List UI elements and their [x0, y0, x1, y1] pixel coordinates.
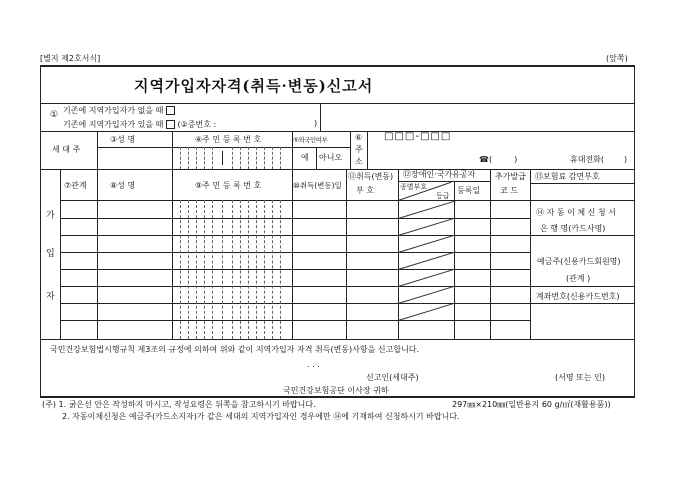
reg-date-header: 등록일: [457, 186, 481, 195]
addressee: 국민건강보험공단 이사장 귀하: [283, 386, 389, 395]
col-hh-1: [97, 131, 98, 169]
rrn-tick: [196, 200, 197, 339]
rrn-tick: [272, 200, 273, 339]
reporter-label: 신고인(세대주): [366, 373, 419, 382]
checkbox-has-member[interactable]: [166, 120, 175, 129]
row-line: [60, 269, 530, 270]
rrn-tick: [204, 147, 205, 169]
col-m-4: [346, 169, 347, 339]
diag-row: [398, 234, 456, 252]
divider-householder-top: [40, 131, 634, 132]
auto-transfer-title: ⑭ 자 동 이 체 신 청 서: [536, 208, 616, 217]
bill-row-rule: [530, 200, 634, 201]
bank-name-label: 은 행 명(카드사명): [540, 224, 606, 233]
foreign-no[interactable]: 아니오: [319, 153, 343, 162]
account-label: 계좌번호(신용카드번호): [536, 292, 620, 301]
diag-row: [398, 200, 456, 218]
rrn-tick: [272, 147, 273, 169]
bank-rule: [530, 235, 634, 236]
note-2: 2. 자동이체신청은 예금주(카드소지자)가 같은 세대의 지역가입자인 경우에만 ⑭에 기재하여 신청하시기 바랍니다.: [62, 412, 460, 421]
rrn-tick: [180, 200, 181, 339]
rrn-tick: [188, 147, 189, 169]
bill-reduction-header: ⑬보험료 감면부호: [535, 172, 600, 181]
diag-row: [398, 217, 456, 235]
hh-rrn-header: ④주 민 등 록 번 호: [195, 135, 262, 144]
rrn-tick: [280, 147, 281, 169]
divider-householder-bottom: [40, 169, 634, 170]
phone-field[interactable]: [479, 156, 517, 164]
rrn-tick: [204, 200, 205, 339]
col-hh-4: [350, 131, 351, 169]
foreign-yes[interactable]: 예: [301, 153, 309, 162]
rrn-tick: [212, 200, 213, 339]
row-line: [60, 286, 530, 287]
row-line: [60, 320, 530, 321]
col-hh-yn: [316, 147, 317, 169]
depositor-relation: (관계 ): [566, 274, 591, 283]
rrn-tick: [188, 200, 189, 339]
col-m-1: [97, 169, 98, 339]
top-border: [40, 65, 635, 67]
row-line: [60, 218, 530, 219]
rrn-tick: [180, 147, 181, 169]
side-char-ga: 가: [46, 211, 55, 221]
rrn-tick: [196, 147, 197, 169]
checkbox-no-member[interactable]: [166, 106, 175, 115]
date-dots: . . .: [307, 360, 320, 369]
bill-sub-rule: [530, 183, 634, 184]
col-m-8: [530, 169, 531, 339]
phone-icon: ☎(: [479, 155, 493, 164]
rrn-tick: [212, 147, 213, 169]
signature-label: (서명 또는 인): [555, 373, 605, 382]
relation-header: ⑦관계: [64, 181, 87, 190]
row-line: [60, 235, 530, 236]
depositor-rule: [530, 286, 634, 287]
address-label-so: 소: [355, 157, 363, 166]
mobile-field[interactable]: [570, 156, 627, 164]
postal-code-boxes[interactable]: □□□-□□□: [384, 131, 452, 142]
sec1-right-rule: [320, 103, 321, 131]
members-header-bottom: [60, 200, 530, 201]
extra-code-header-2: 코 드: [500, 186, 518, 195]
rrn-tick: [232, 147, 233, 169]
note-1: (주) 1. 굵은선 안은 작성하지 마시고, 작성요령은 뒤쪽을 참고하시기 바랍니다.: [42, 400, 316, 409]
form-number: [별지 제2호서식]: [40, 54, 101, 63]
members-bottom: [40, 339, 634, 340]
col-hh-2: [172, 131, 173, 169]
side-char-ip: 입: [46, 249, 55, 259]
row-line: [60, 303, 530, 304]
diag-row: [398, 251, 456, 269]
col-m-3: [292, 169, 293, 339]
rrn-tick: [256, 200, 257, 339]
rrn-tick: [240, 147, 241, 169]
section1-line1-text: 기존에 지역가입자가 없을 때: [63, 106, 164, 115]
mobile-label: 휴대전화(: [570, 155, 605, 164]
address-label-ju: 주: [355, 145, 363, 154]
rrn-tick: [280, 200, 281, 339]
rrn-tick: [264, 147, 265, 169]
depositor-label: 예금주(신용카드회원명): [537, 257, 621, 266]
paper-spec: 297㎜×210㎜(일반용지 60 g/㎡(재활용품)): [452, 400, 611, 409]
cert-number-close: ): [314, 119, 318, 128]
address-label-num: ⑥: [355, 133, 363, 142]
rrn-tick: [248, 147, 249, 169]
section1-line2-text: 기존에 지역가입자가 있을 때: [63, 120, 164, 129]
householder-label: 세 대 주: [52, 145, 81, 154]
acq-code-header-2: 부 호: [356, 186, 374, 195]
rrn-tick: [256, 147, 257, 169]
mobile-close: ): [624, 155, 628, 164]
col-m-5: [398, 169, 399, 339]
bottom-border: [40, 396, 635, 398]
col-m-7: [490, 169, 491, 339]
declaration-text: 국민건강보험법시행규칙 제3조의 규정에 의하여 위와 같이 지역가입자 자격 취득(변동)사항을 신고합니다.: [50, 345, 420, 354]
disabled-sub-rule: [398, 181, 490, 182]
right-border: [634, 65, 635, 396]
rrn-tick: [232, 200, 233, 339]
cert-number-label: (②증번호 :: [177, 120, 217, 129]
diag-row: [398, 285, 456, 303]
member-name-header: ⑧성 명: [110, 181, 136, 190]
account-rule: [530, 303, 634, 304]
col-hh-5: [367, 131, 368, 169]
col-m-6: [454, 181, 455, 339]
type-code-header: 종별부호: [400, 183, 428, 191]
acq-code-header-1: ⑪취득(변동): [348, 172, 394, 181]
col-side: [60, 169, 61, 339]
diag-row: [398, 268, 456, 286]
hh-name-header: ③성 명: [110, 135, 136, 144]
rrn-tick: [240, 200, 241, 339]
diag-row: [398, 302, 456, 320]
section1-number: ①: [50, 110, 59, 120]
left-border: [40, 65, 41, 396]
page-side: (앞쪽): [606, 54, 628, 63]
side-char-ja: 자: [46, 292, 55, 302]
rrn-hyphen: [222, 151, 223, 165]
rrn-tick: [248, 200, 249, 339]
divider-householder-mid: [97, 147, 350, 148]
member-rrn-header: ⑨주 민 등 록 번 호: [195, 181, 262, 190]
phone-close: ): [514, 155, 518, 164]
acq-date-header: ⑩취득(변동)일: [293, 181, 342, 190]
hh-foreign-header: ⑤외국인여부: [293, 136, 328, 144]
rrn-tick: [264, 200, 265, 339]
extra-code-header-1: 추가발급: [495, 172, 526, 181]
row-line: [60, 252, 530, 253]
divider-sec1-top: [40, 103, 634, 104]
section1-line2: [63, 120, 216, 129]
section1-line1: [63, 106, 175, 115]
disabled-header: ⑫장애인·국가유공자: [403, 170, 476, 179]
rrn-tick: [222, 200, 223, 339]
grade-header: 등급: [436, 192, 450, 200]
col-m-2: [172, 169, 173, 339]
form-title: 지역가입자자격(취득·변동)신고서: [134, 77, 374, 95]
